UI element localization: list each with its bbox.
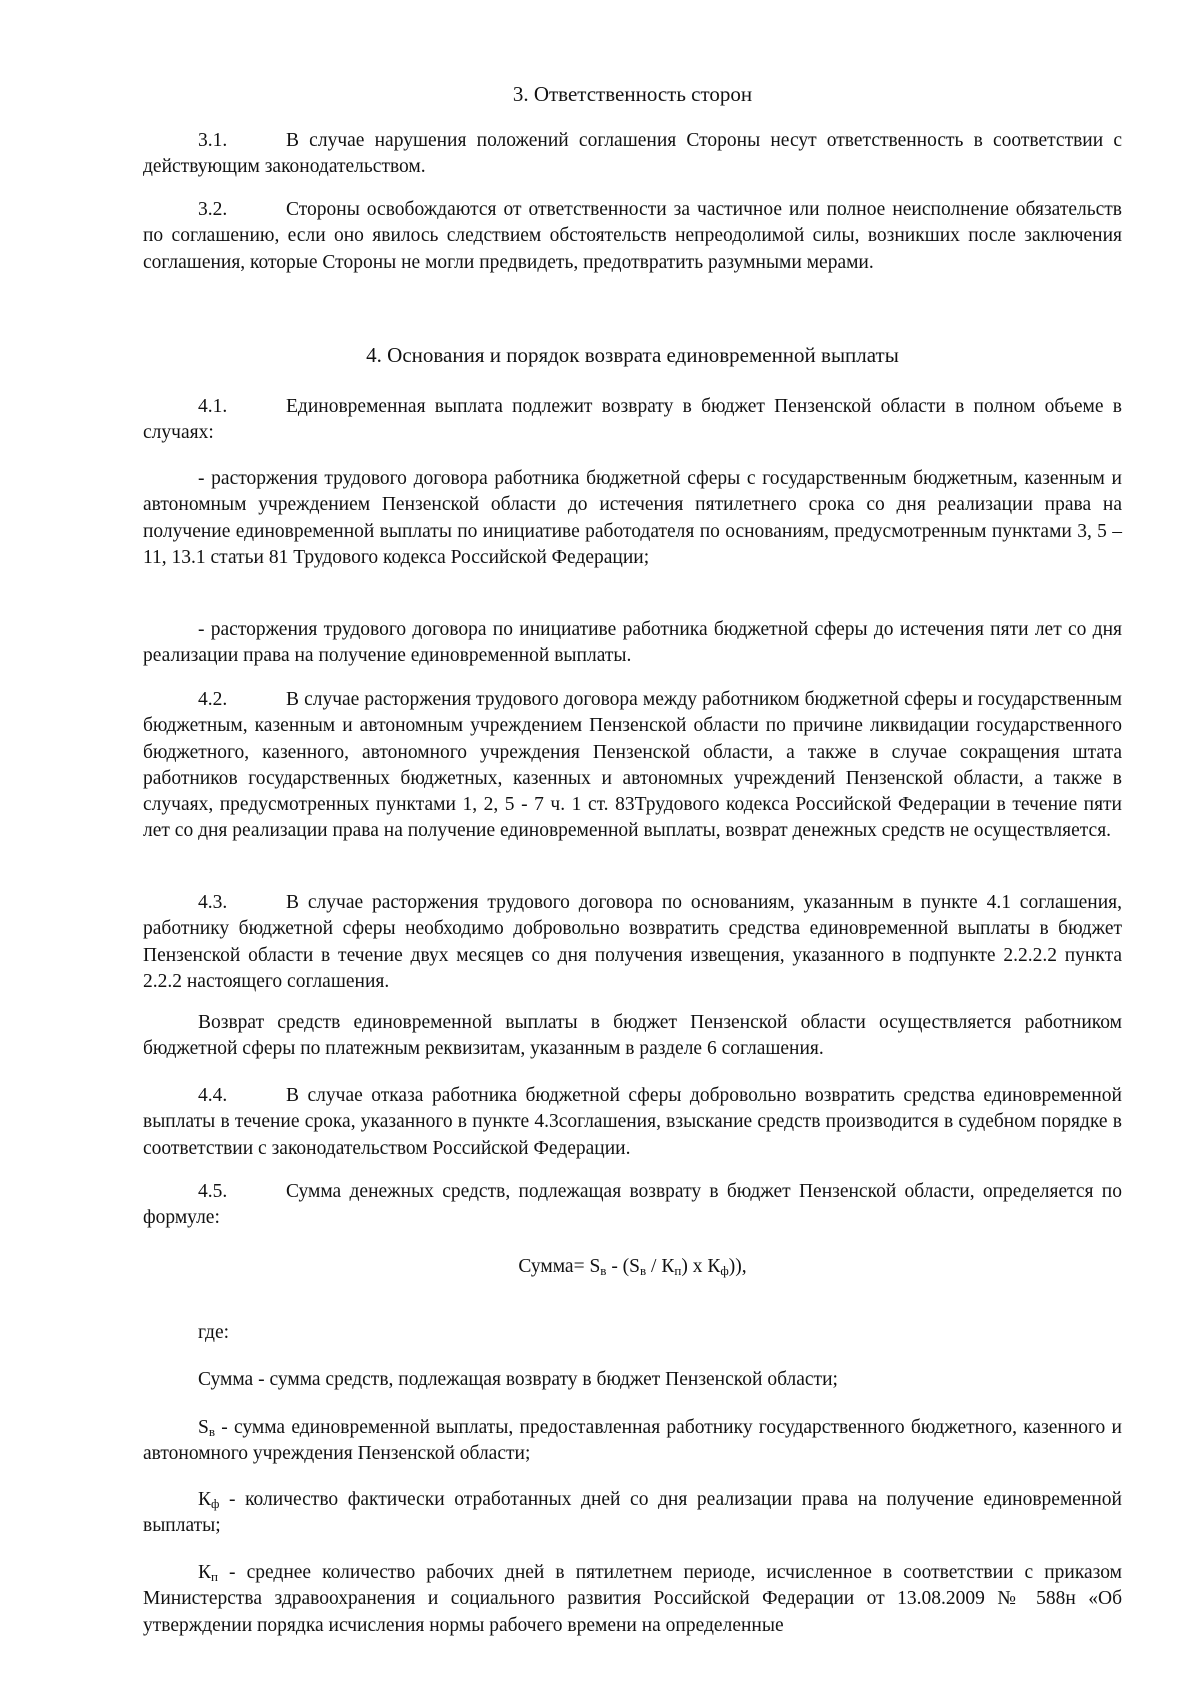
definitions-where: где: xyxy=(198,1322,230,1343)
clause-text: В случае расторжения трудового договора по основаниям, указанным в пункте 4.1 соглашения, работнику бюджетной сферы необходимо добровольно возвратить средства единовременной выплаты в бюджет Пензенской области в течение двух месяцев со дня получения извещения, указанного в подпункте 2.2.2.2 пункта 2.2.2 настоящего соглашения. xyxy=(143,892,1122,992)
clause-4-3-return-note: Возврат средств единовременной выплаты в бюджет Пензенской области осуществляется работником бюджетной сферы по платежным реквизитам, указанным в разделе 6 соглашения. xyxy=(143,1012,1122,1060)
clause-4-1-item-a: - расторжения трудового договора работника бюджетной сферы с государственным бюджетным, казенным и автономным учреждением Пензенской области до истечения пятилетнего срока со дня реализации права на получение единовременной выплаты по инициативе работодателя по основаниям, предусмотренным пунктами 3, 5 – 11, 13.1 статьи 81 Трудового кодекса Российской Федерации; xyxy=(143,468,1122,568)
definition-sv: $S_в$ - сумма единовременной выплаты, предоставленная работнику государственного бюджетного, казенного и автономного учреждения Пензенской области; xyxy=(143,1417,1122,1465)
clause-3-2 xyxy=(143,197,1122,276)
clause-number: 4.3. xyxy=(198,892,228,913)
section-3-title: 3. Ответственность сторон xyxy=(512,82,753,106)
clause-number: 4.2. xyxy=(198,689,228,710)
clause-4-1 xyxy=(143,394,1122,447)
clause-3-1 xyxy=(143,128,1122,181)
clause-text: В случае расторжения трудового договора между работником бюджетной сферы и государственным бюджетным, казенным и автономным учреждением Пензенской области по причине ликвидации государственного бюджетного, казенного, автономного учреждения Пензенской области, а также в случае сокращения штата работников государственных бюджетных, казенных и автономных учреждений Пензенской области, а также в случаях, предусмотренных пунктами 1, 2, 5 - 7 ч. 1 ст. 83Трудового кодекса Российской Федерации в течение пяти лет со дня реализации права на получение единовременной выплаты, возврат денежных средств не осуществляется. xyxy=(143,689,1122,842)
clause-text: Единовременная выплата подлежит возврату в бюджет Пензенской области в полном объеме в случаях: xyxy=(143,396,1122,444)
clause-4-3 xyxy=(143,890,1122,995)
return-amount-formula: Сумма= $S_в - (S_в / К_п)$ х $К_ф$)), xyxy=(518,1256,747,1278)
definition-kp: $К_п$ - среднее количество рабочих дней в пятилетнем периоде, исчисленное в соответствии с приказом Министерства здравоохранения и социального развития Российской Федерации от 13.08.2009 № 588н «Об утверждении порядка исчисления нормы рабочего времени на определенные xyxy=(143,1562,1122,1636)
clause-4-1-item-b: - расторжения трудового договора по инициативе работника бюджетной сферы до истечения пяти лет со дня реализации права на получение единовременной выплаты. xyxy=(143,619,1122,667)
clause-text: В случае отказа работника бюджетной сферы добровольно возвратить средства единовременной выплаты в течение срока, указанного в пункте 4.3соглашения, взыскание средств производится в судебном порядке в соответствии с законодательством Российской Федерации. xyxy=(143,1085,1122,1159)
clause-text: Сумма денежных средств, подлежащая возврату в бюджет Пензенской области, определяется по формуле: xyxy=(143,1181,1122,1229)
clause-4-5 xyxy=(143,1179,1122,1232)
definition-summa: Сумма - сумма средств, подлежащая возврату в бюджет Пензенской области; xyxy=(198,1369,838,1390)
clause-text: В случае нарушения положений соглашения Стороны несут ответственность в соответствии с действующим законодательством. xyxy=(143,130,1122,178)
clause-number: 4.1. xyxy=(198,396,228,417)
clause-4-2 xyxy=(143,687,1122,845)
definition-kf: $К_ф$ - количество фактически отработанных дней со дня реализации права на получение единовременной выплаты; xyxy=(143,1489,1122,1537)
clause-number: 4.4. xyxy=(198,1085,228,1106)
clause-text: Стороны освобождаются от ответственности за частичное или полное неисполнение обязательств по соглашению, если оно явилось следствием обстоятельств непреодолимой силы, возникших после заключения соглашения, которые Стороны не могли предвидеть, предотвратить разумными мерами. xyxy=(143,199,1122,273)
clause-number: 3.2. xyxy=(198,199,228,220)
section-4-title: 4. Основания и порядок возврата единовременной выплаты xyxy=(366,343,899,367)
clause-number: 3.1. xyxy=(198,130,228,151)
clause-4-4 xyxy=(143,1083,1122,1162)
clause-number: 4.5. xyxy=(198,1181,228,1202)
